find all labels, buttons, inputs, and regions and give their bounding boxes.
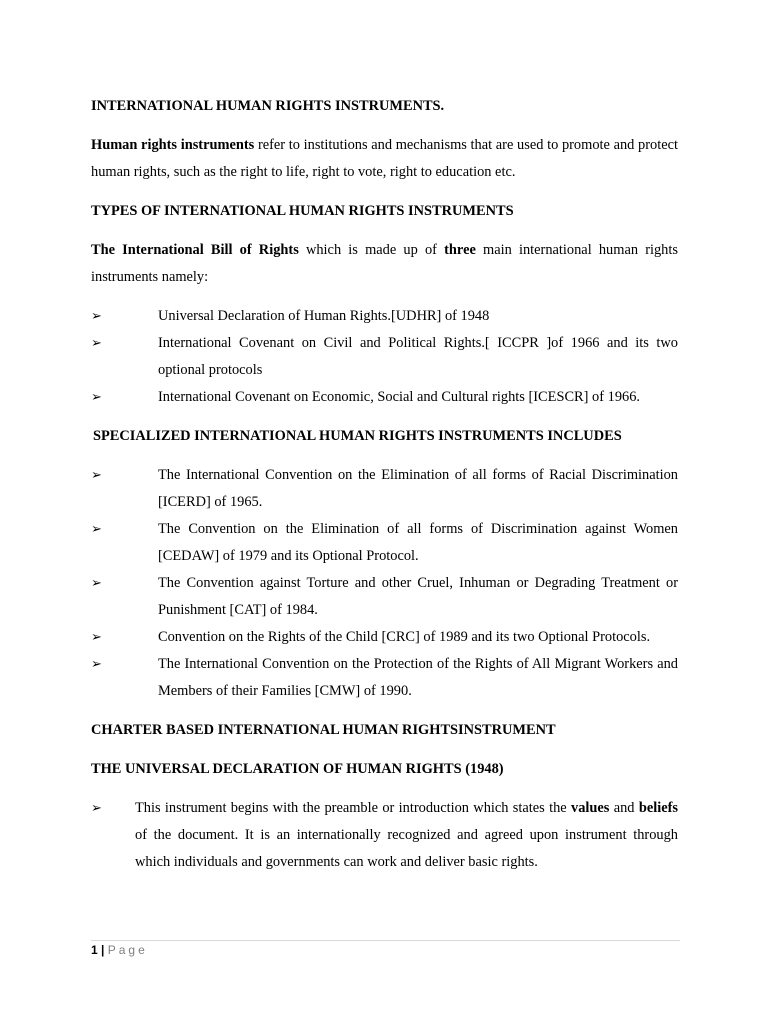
arrow-bullet-icon: ➢ — [91, 468, 102, 483]
term-beliefs: beliefs — [638, 800, 678, 816]
list-item — [91, 516, 678, 570]
page-number: 1 — [91, 943, 98, 957]
arrow-bullet-icon: ➢ — [91, 390, 102, 405]
arrow-bullet-icon: ➢ — [91, 657, 102, 672]
heading-types: TYPES OF INTERNATIONAL HUMAN RIGHTS INSTRUMENTS — [91, 203, 514, 219]
heading-specialized: SPECIALIZED INTERNATIONAL HUMAN RIGHTS INSTRUMENTS INCLUDES — [93, 428, 622, 444]
arrow-bullet-icon: ➢ — [91, 576, 102, 591]
list-item — [91, 570, 678, 624]
list-item — [91, 303, 678, 330]
arrow-bullet-icon: ➢ — [91, 309, 102, 324]
arrow-bullet-icon: ➢ — [91, 801, 102, 816]
page-footer — [91, 943, 148, 957]
udhr-list — [91, 795, 678, 876]
arrow-bullet-icon: ➢ — [91, 336, 102, 351]
list-item — [91, 462, 678, 516]
term-bill-of-rights: The International Bill of Rights — [91, 242, 299, 258]
list-item-text: Convention on the Rights of the Child [CRC] of 1989 and its two Optional Protocols. — [158, 629, 651, 645]
list-item — [91, 384, 678, 411]
list-item-text: The International Convention on the Protection of the Rights of All Migrant Workers and Members of their Families [CMW] of 1990. — [158, 656, 678, 699]
term-three: three — [444, 242, 476, 258]
term-values: values — [571, 800, 610, 816]
heading-international-instruments: INTERNATIONAL HUMAN RIGHTS INSTRUMENTS. — [91, 98, 445, 114]
list-item-text: International Covenant on Economic, Social and Cultural rights [ICESCR] of 1966. — [158, 389, 641, 405]
list-item — [91, 330, 678, 384]
list-item-text: The Convention on the Elimination of all forms of Discrimination against Women [CEDAW] of 1979 and its Optional Protocol. — [158, 521, 678, 564]
arrow-bullet-icon: ➢ — [91, 522, 102, 537]
heading-udhr: THE UNIVERSAL DECLARATION OF HUMAN RIGHTS (1948) — [91, 761, 504, 777]
list-item — [91, 651, 678, 705]
footer-divider — [91, 940, 680, 941]
list-item — [91, 795, 678, 876]
document-body — [91, 89, 678, 876]
list-item-text: International Covenant on Civil and Political Rights.[ ICCPR ]of 1966 and its two optional protocols — [158, 335, 678, 378]
page-label: Page — [107, 943, 148, 957]
paragraph-definition — [91, 132, 678, 186]
list-item — [91, 624, 678, 651]
arrow-bullet-icon: ➢ — [91, 630, 102, 645]
bill-text-mid: which is made up of — [298, 242, 445, 258]
list-item-text: The Convention against Torture and other Cruel, Inhuman or Degrading Treatment or Punishment [CAT] of 1984. — [158, 575, 678, 618]
term-human-rights-instruments: Human rights instruments — [91, 137, 255, 153]
heading-charter-based: CHARTER BASED INTERNATIONAL HUMAN RIGHTSINSTRUMENT — [91, 722, 556, 738]
udhr-text-3: of the document. It is an internationally recognized and agreed upon instrument through which individuals and governments can work and deliver basic rights. — [135, 827, 678, 870]
bill-of-rights-list — [91, 303, 678, 411]
bill-text-rest: main international human rights instruments namely: — [91, 242, 678, 285]
list-item-text: The International Convention on the Elimination of all forms of Racial Discrimination [ICERD] of 1965. — [158, 467, 678, 510]
specialized-instruments-list — [91, 462, 678, 705]
definition-text: refer to institutions and mechanisms that are used to promote and protect human rights, such as the right to life, right to vote, right to education etc. — [91, 137, 678, 180]
udhr-text-1: This instrument begins with the preamble or introduction which states the — [135, 800, 571, 816]
udhr-text-2: and — [609, 800, 639, 816]
list-item-text: Universal Declaration of Human Rights.[UDHR] of 1948 — [158, 308, 490, 324]
paragraph-bill-of-rights — [91, 237, 678, 291]
footer-separator: | — [101, 943, 105, 957]
